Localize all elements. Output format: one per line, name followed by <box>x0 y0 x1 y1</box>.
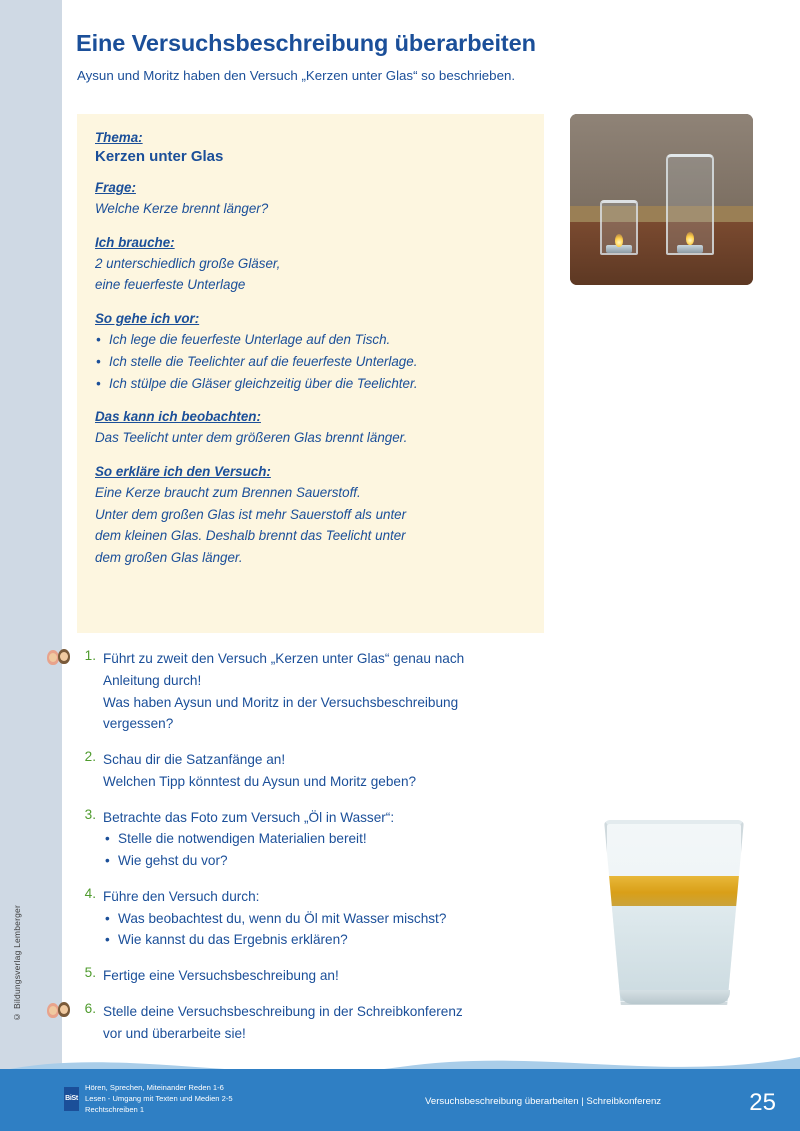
material-block <box>95 235 526 296</box>
copyright-notice: © Bildungsverlag Lemberger <box>12 905 22 1022</box>
task-number: 1. <box>84 648 96 663</box>
observation-block <box>95 409 526 449</box>
footer-standard-line: Rechtschreiben 1 <box>85 1105 145 1114</box>
partner-work-icon <box>47 649 73 666</box>
list-item: • Stelle die notwendigen Materialien bereit! <box>103 828 597 850</box>
material-label: Ich brauche: <box>95 234 175 250</box>
material-line: 2 unterschiedlich große Gläser, <box>95 255 281 271</box>
procedure-label: So gehe ich vor: <box>95 311 200 327</box>
task-number: 3. <box>84 806 96 822</box>
thema-label: Thema: <box>95 130 143 145</box>
task-text <box>103 886 597 951</box>
glass-tumbler-shape <box>604 820 744 1005</box>
task-line: Schau dir die Satzanfänge an! <box>103 752 286 767</box>
observation-value: Das Teelicht unter dem größeren Glas brennt länger. <box>95 430 408 446</box>
task-number: 2. <box>84 749 96 764</box>
list-item: • Ich stelle die Teelichter auf die feuerfeste Unterlage. <box>95 351 526 373</box>
oil-layer <box>607 876 741 906</box>
intro-paragraph: Aysun und Moritz haben den Versuch „Kerzen unter Glas“ so beschrieben. <box>77 68 516 83</box>
task-line: vor und überarbeite sie! <box>103 1025 246 1041</box>
photo-candles-under-glass <box>570 114 753 285</box>
frage-label: Frage: <box>95 180 136 195</box>
task-number: 5. <box>84 965 96 980</box>
task-bullets <box>103 908 597 952</box>
explanation-line: dem kleinen Glas. Deshalb brennt das Teelicht unter <box>95 528 406 544</box>
explanation-line: Unter dem großen Glas ist mehr Sauerstoff als unter <box>95 506 407 522</box>
left-margin-bar <box>0 0 62 1131</box>
task-number: 6. <box>84 1000 96 1016</box>
task-list <box>77 648 597 1058</box>
task-item <box>77 807 597 872</box>
photo-table-surface <box>570 222 753 285</box>
procedure-block <box>95 311 526 394</box>
tealight-large <box>677 245 703 253</box>
task-item <box>77 886 597 951</box>
experiment-description-box <box>77 114 544 633</box>
thema-value: Kerzen unter Glas <box>95 148 224 165</box>
list-item: • Wie kannst du das Ergebnis erklären? <box>103 929 597 951</box>
explanation-block <box>95 464 526 569</box>
task-line: Betrachte das Foto zum Versuch „Öl in Wasser“: <box>103 809 395 825</box>
footer-standard-line: Lesen - Umgang mit Texten und Medien 2-5 <box>85 1094 233 1103</box>
task-number: 4. <box>84 885 96 901</box>
material-line: eine feuerfeste Unterlage <box>95 277 246 293</box>
glass-base <box>620 990 730 1004</box>
explanation-line: dem großen Glas länger. <box>95 550 243 566</box>
footer-standard-line: Hören, Sprechen, Miteinander Reden 1-6 <box>85 1083 224 1092</box>
footer-topic-text: Versuchsbeschreibung überarbeiten | Schreibkonferenz <box>425 1096 662 1107</box>
task-line: vergessen? <box>103 716 174 732</box>
list-item: • Ich stülpe die Gläser gleichzeitig über die Teelichter. <box>95 373 526 395</box>
pupil-head-icon <box>58 649 70 664</box>
water-layer <box>607 906 741 1001</box>
task-line: Anleitung durch! <box>103 672 202 688</box>
task-line: Fertige eine Versuchsbeschreibung an! <box>103 968 339 983</box>
photo-background-shelf <box>570 206 753 221</box>
task-line: Stelle deine Versuchsbeschreibung in der Schreibkonferenz <box>103 1003 463 1019</box>
list-item: • Ich lege die feuerfeste Unterlage auf den Tisch. <box>95 329 526 351</box>
task-item <box>77 749 597 793</box>
task-item <box>77 648 597 735</box>
pupil-head-icon <box>58 1002 70 1017</box>
frage-block <box>95 180 526 220</box>
page-number: 25 <box>749 1089 776 1116</box>
flame-icon <box>615 234 623 247</box>
task-text <box>103 648 597 735</box>
task-text <box>103 965 597 987</box>
footer-standards-text <box>85 1082 233 1115</box>
page-title: Eine Versuchsbeschreibung überarbeiten <box>76 30 536 56</box>
flame-icon <box>686 232 694 245</box>
photo-oil-in-water <box>590 812 760 1027</box>
task-text <box>103 807 597 872</box>
task-line: Führt zu zweit den Versuch „Kerzen unter Glas“ genau nach <box>103 651 465 666</box>
observation-label: Das kann ich beobachten: <box>95 409 261 425</box>
explanation-line: Eine Kerze braucht zum Brennen Sauerstoff. <box>95 484 361 500</box>
task-text <box>103 749 597 793</box>
page-content <box>62 0 800 1131</box>
procedure-list <box>95 329 526 394</box>
list-item: • Was beobachtest du, wenn du Öl mit Wasser mischst? <box>103 908 597 930</box>
task-item <box>77 965 597 987</box>
task-line: Führe den Versuch durch: <box>103 888 260 904</box>
thema-block <box>95 130 526 165</box>
frage-value: Welche Kerze brennt länger? <box>95 201 269 216</box>
explanation-label: So erkläre ich den Versuch: <box>95 463 271 479</box>
bist-badge: BiSt <box>64 1087 79 1111</box>
photo-background-wall <box>570 114 753 206</box>
task-line: Welchen Tipp könntest du Aysun und Moritz geben? <box>103 773 417 789</box>
task-line: Was haben Aysun und Moritz in der Versuchsbeschreibung <box>103 694 459 710</box>
partner-work-icon <box>47 1002 73 1019</box>
task-bullets <box>103 828 597 872</box>
list-item: • Wie gehst du vor? <box>103 850 597 872</box>
